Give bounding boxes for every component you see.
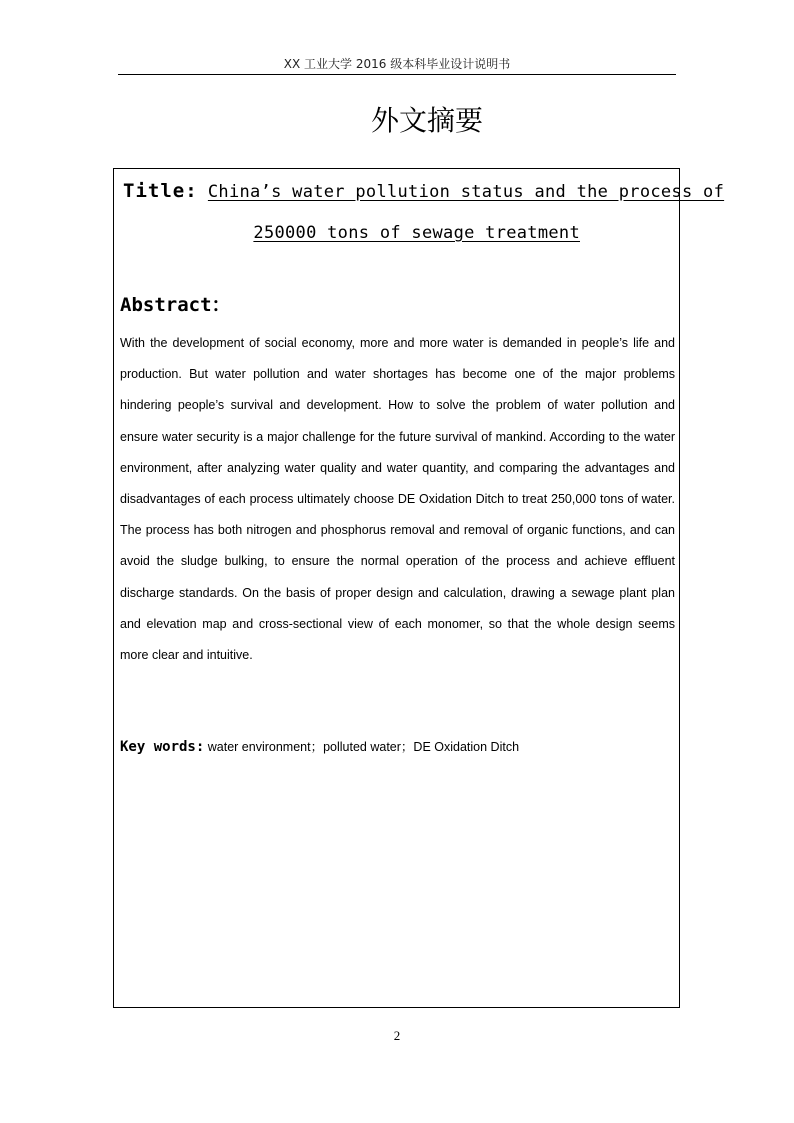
abstract-heading: Abstract： — [120, 294, 231, 316]
keywords-text: water environment；polluted water；DE Oxidation Ditch — [204, 740, 520, 754]
abstract-body: With the development of social economy, more and more water is demanded in people’s life and production. But water pollution and water shortages has become one of the major problems hindering people’s survival and development. How to solve the problem of water pollution and ensure water security is a major challenge for the future survival of mankind. According to the water environment, after analyzing water quality and water quantity, and comparing the advantages and disadvantages of each process ultimately choose DE Oxidation Ditch to treat 250,000 tons of water. The process has both nitrogen and phosphorus removal and removal of organic functions, and can avoid the sludge bulking, to ensure the normal operation of the process and achieve effluent discharge standards. On the basis of proper design and calculation, drawing a sewage plant plan and elevation map and cross-sectional view of each monomer, so that the whole design seems more clear and intuitive. — [120, 336, 675, 663]
thesis-title-text-2: 250000 tons of sewage treatment — [253, 223, 580, 243]
thesis-title-text-1: China’s water pollution status and the process of — [207, 182, 725, 202]
document-title: 外文摘要 — [370, 104, 483, 137]
page-header: XX 工业大学 2016 级本科毕业设计说明书 — [118, 57, 676, 75]
page-number: 2 — [393, 1028, 401, 1043]
thesis-title-line-2 — [123, 220, 675, 246]
thesis-title-line-1 — [123, 178, 725, 205]
thesis-title-label: Title: — [123, 180, 198, 202]
keywords-label: Key words: — [120, 739, 205, 755]
keywords-line — [120, 737, 675, 757]
